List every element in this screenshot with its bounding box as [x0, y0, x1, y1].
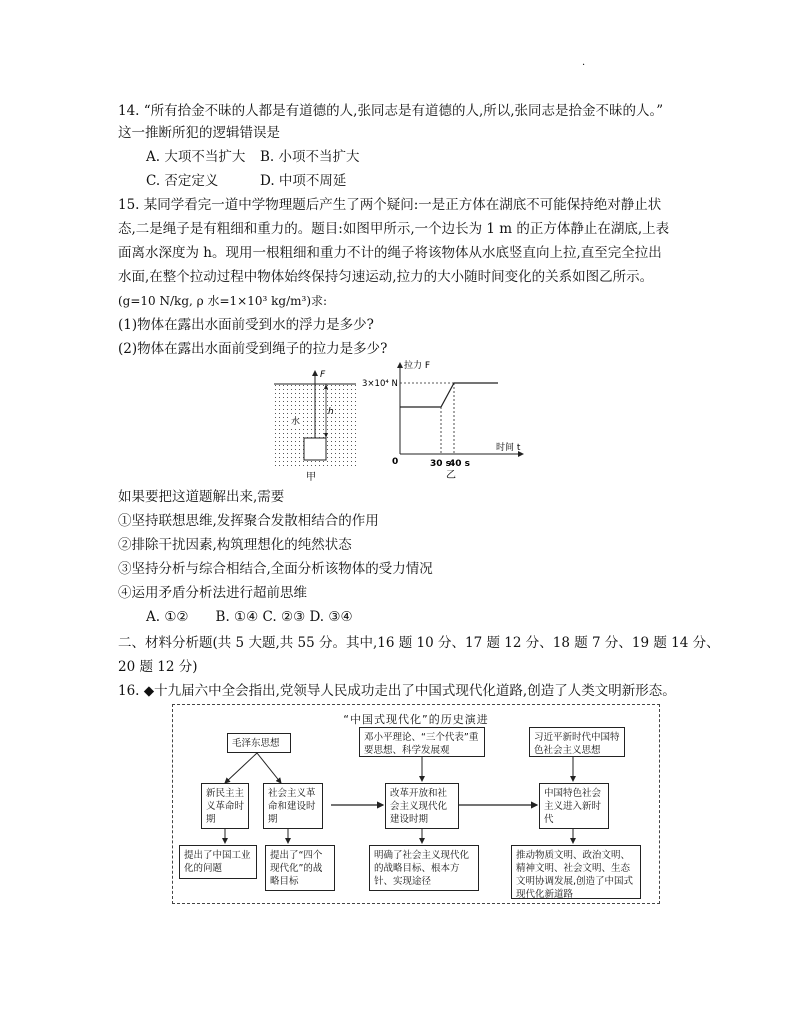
fig-yi-caption: 乙: [446, 470, 456, 481]
figure-yi: [360, 354, 530, 484]
fig-yi-origin: 0: [392, 457, 399, 467]
q15-stem-line-3: 面离水深度为 h。现用一根粗细和重力不计的绳子将该物体从水底竖直向上拉,直至完全拉出: [118, 245, 662, 261]
box-new-era: 中国特色社会主义进入新时代: [539, 783, 609, 829]
q16-stem: 16. ◆十九届六中全会指出,党领导人民成功走出了中国式现代化道路,创造了人类文明新形态。: [118, 683, 676, 699]
fig-yi-y-label: 拉力 F: [404, 361, 431, 371]
box-deng-theory: 邓小平理论、“三个代表”重要思想、科学发展观: [359, 727, 485, 757]
section-2-heading-line-1: 二、材料分析题(共 5 大题,共 55 分。其中,16 题 10 分、17 题 12 分、18 题 7 分、19 题 14 分、: [118, 635, 720, 651]
box-new-path: 推动物质文明、政治文明、精神文明、社会文明、生态文明协调发展,创造了中国式现代化新道路: [511, 845, 641, 899]
box-socialist-revolution-construction: 社会主义革命和建设时期: [263, 783, 323, 829]
fig-yi-x-tick-30: 30 s: [430, 459, 452, 469]
diagram-title: “中国式现代化”的历史演进: [343, 713, 489, 726]
box-strategic-goals: 明确了社会主义现代化的战略目标、根本方针、实现途径: [369, 845, 479, 891]
q15-stem-line-1: 15. 某同学看完一道中学物理题后产生了两个疑问:一是正方体在湖底不可能保持绝对静止状: [118, 197, 662, 213]
q15-given: (g=10 N/kg, ρ 水=1×10³ kg/m³)求:: [118, 294, 328, 308]
q15-choices: A. ①② B. ①④ C. ②③ D. ③④: [146, 609, 353, 625]
q14-option-a: A. 大项不当扩大: [146, 149, 246, 165]
history-diagram: [172, 704, 660, 904]
q15-sub-question-1: (1)物体在露出水面前受到水的浮力是多少?: [118, 317, 374, 333]
fig-jia-f-label: F: [320, 370, 326, 380]
page-mark: ·: [582, 60, 586, 71]
box-four-modernizations: 提出了“四个现代化”的战略目标: [265, 845, 335, 891]
q15-sub-question-2: (2)物体在露出水面前受到绳子的拉力是多少?: [118, 341, 388, 357]
fig-yi-x-label: 时间 t: [496, 443, 521, 453]
q14-option-d: D. 中项不周延: [260, 173, 347, 189]
q15-follow-up: 如果要把这道题解出来,需要: [118, 489, 285, 505]
q14-option-c: C. 否定定义: [146, 173, 219, 189]
fig-jia-water-label: 水: [291, 417, 301, 427]
q15-item-3: ③坚持分析与综合相结合,全面分析该物体的受力情况: [118, 561, 433, 577]
box-new-democratic-revolution: 新民主主义革命时期: [201, 783, 249, 829]
q15-stem-line-4: 水面,在整个拉动过程中物体始终保持匀速运动,拉力的大小随时间变化的关系如图乙所示。: [118, 269, 654, 285]
fig-yi-y-tick: 3×10⁴ N: [362, 379, 398, 389]
box-xi-thought: 习近平新时代中国特色社会主义思想: [529, 727, 625, 757]
fig-yi-x-tick-40: 40 s: [449, 459, 471, 469]
fig-jia-h-label: h: [328, 407, 334, 417]
q15-item-2: ②排除干扰因素,构筑理想化的纯然状态: [118, 537, 352, 553]
figure-jia: [270, 368, 360, 488]
q14-stem-line-2: 这一推断所犯的逻辑错误是: [118, 125, 280, 141]
q14-option-b: B. 小项不当扩大: [260, 149, 360, 165]
box-reform-opening: 改革开放和社会主义现代化建设时期: [385, 783, 459, 829]
box-mao-zedong-thought: 毛泽东思想: [227, 733, 291, 753]
q15-item-1: ①坚持联想思维,发挥聚合发散相结合的作用: [118, 513, 379, 529]
q15-item-4: ④运用矛盾分析法进行超前思维: [118, 585, 307, 601]
q15-stem-line-2: 态,二是绳子是有粗细和重力的。题目:如图甲所示,一个边长为 1 m 的正方体静止在湖底,上表: [118, 221, 670, 237]
fig-jia-caption: 甲: [306, 472, 316, 483]
q14-stem-line-1: 14. “所有拾金不昧的人都是有道德的人,张同志是有道德的人,所以,张同志是拾金不昧的人。”: [118, 103, 664, 119]
box-industrialization: 提出了中国工业化的问题: [179, 845, 257, 879]
section-2-heading-line-2: 20 题 12 分): [118, 659, 198, 675]
